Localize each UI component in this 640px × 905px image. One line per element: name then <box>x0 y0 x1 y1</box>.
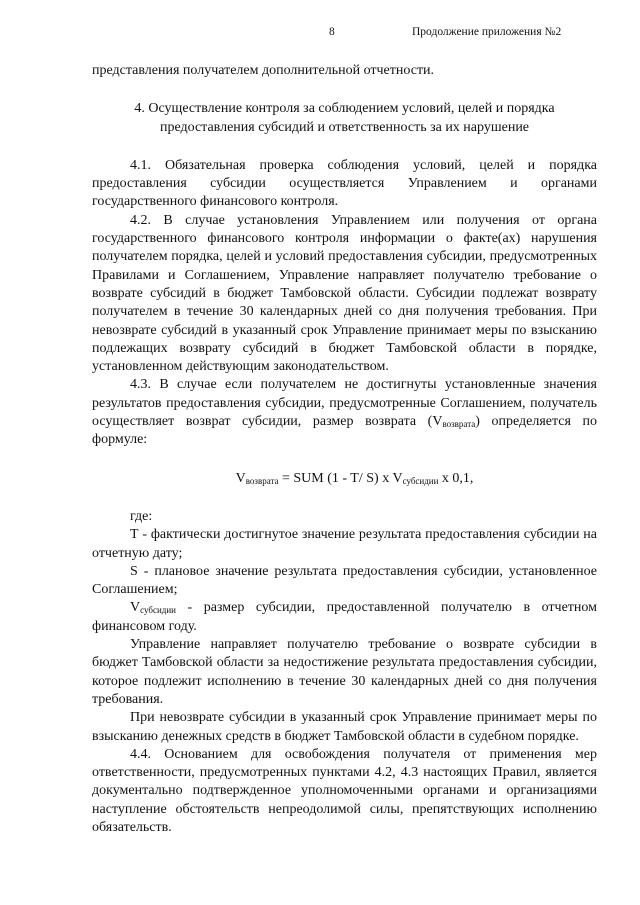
formula-sub-return: возврата <box>245 475 279 486</box>
paragraph-4-3-tail: ) определяется по формуле: <box>92 414 597 448</box>
formula-v: V <box>235 470 246 486</box>
definition-t: Т - фактически достигнутое значение результата предоставления субсидии на отчетную дату; <box>92 527 597 561</box>
paragraph-4-3-text: 4.3. В случае если получателем не достигнуты установленные значения результатов предоставления субсидии, предусмотренные Соглашением, получатель осуществляет возврат субсидии, размер возврата (V <box>92 377 597 430</box>
formula-end: x 0,1, <box>438 470 474 486</box>
paragraph-nonreturn: При невозврате субсидии в указанный срок Управление принимает меры по взысканию денежных средств в бюджет Тамбовской области в судебном порядке. <box>92 710 597 744</box>
formula-middle: = SUM (1 - T/ S) x V <box>278 470 403 486</box>
paragraph-4-1: 4.1. Обязательная проверка соблюдения условий, целей и порядка предоставления субсидии осуществляется Управлением и органами государственного финансового контроля. <box>92 157 597 210</box>
page-header <box>0 26 640 46</box>
return-subscript: возврата <box>442 419 476 430</box>
intro-line: представления получателем дополнительной отчетности. <box>92 63 435 78</box>
formula-sub-subsidy: субсидии <box>402 475 439 486</box>
return-formula <box>92 470 597 488</box>
definition-v <box>92 599 597 636</box>
page-number: 8 <box>329 26 335 38</box>
definition-v-symbol: V <box>130 600 141 616</box>
appendix-label: Продолжение приложения №2 <box>412 26 562 38</box>
document-body <box>92 62 597 837</box>
paragraph-demand: Управление направляет получателю требование о возврате субсидии в бюджет Тамбовской области за недостижение результата предоставления субсидии, которое подлежит исполнению в течение 30 календарных дней со дня получения требования. <box>92 637 597 707</box>
section-title: 4. Осуществление контроля за соблюдением условий, целей и порядка предоставления субсидий и ответственность за их нарушение <box>134 101 555 135</box>
paragraph-4-4: 4.4. Основанием для освобождения получателя от применения мер ответственности, предусмотренных пунктами 4.2, 4.3 настоящих Правил, является документально подтвержденное уполномоченными органами и организациями наступление обстоятельств непреодолимой силы, препятствующих исполнению обязательств. <box>92 746 597 835</box>
where-label: где: <box>130 508 153 524</box>
definition-v-subscript: субсидии <box>140 605 176 616</box>
paragraph-4-2: 4.2. В случае установления Управлением или получения от органа государственного финансового контроля информации о факте(ах) нарушения получателем порядка, целей и условий предоставления субсидии, предусмотренных Правилами и Соглашением, Управление направляет получателю требование о возврате субсидий в бюджет Тамбовской области. Субсидии подлежат возврату получателем в течение 30 календарных дней со дня получения требования. При невозврате субсидий в указанный срок Управление принимает меры по взысканию подлежащих возврату субсидий в бюджет Тамбовской области в порядке, установленном действующим законодательством. <box>92 212 597 375</box>
paragraph-4-3 <box>92 376 597 449</box>
definition-s: S - плановое значение результата предоставления субсидии, установленное Соглашением; <box>92 563 597 598</box>
definition-v-text: - размер субсидии, предоставленной получателю в отчетном финансовом году. <box>92 600 597 634</box>
